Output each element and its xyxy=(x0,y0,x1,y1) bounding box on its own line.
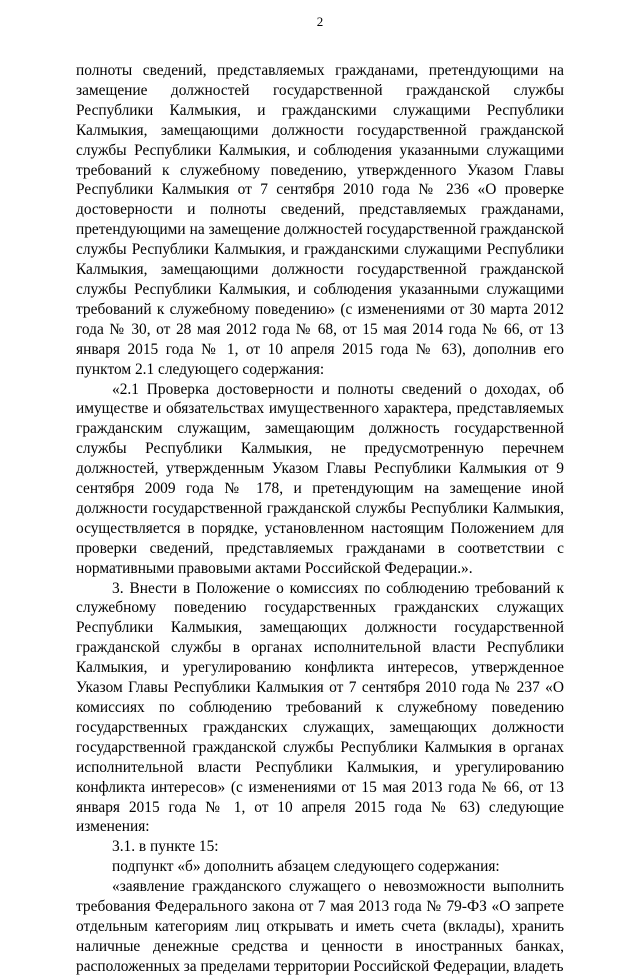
page-number: 2 xyxy=(316,14,324,29)
paragraph-item-3-1: 3.1. в пункте 15: xyxy=(112,838,219,856)
document-body xyxy=(76,61,564,977)
paragraph-item-3: 3. Внести в Положение о комиссиях по соблюдению требований к служебному поведению государственных гражданских служащих Республики Калмыкия, замещающих должности государственной гражданской службы в органах исполнительной власти Республики Калмыкия, и урегулированию конфликта интересов, утвержденное Указом Главы Республики Калмыкия от 7 сентября 2010 года № 237 «О комиссиях по соблюдению требований к служебному поведению государственных гражданских служащих, замещающих должности государственной гражданской службы Республики Калмыкия в органах исполнительной власти Республики Калмыкия, и урегулированию конфликта интересов» (с изменениями от 15 мая 2013 года № 66, от 13 января 2015 года № 1, от 10 апреля 2015 года № 63) следующие изменения: xyxy=(76,579,564,836)
paragraph-statement-quote: «заявление гражданского служащего о невозможности выполнить требования Федерального закона от 7 мая 2013 года № 79-ФЗ «О запрете отдельным категориям лиц открывать и иметь счета (вклады), хранить наличные денежные средства и ценности в иностранных банках, расположенных за пределами территории Российской Федерации, владеть xyxy=(76,878,564,975)
paragraph-continuation-decree-236: полноты сведений, представляемых гражданами, претендующими на замещение должностей государственной гражданской службы Республики Калмыкия, и гражданскими служащими Республики Калмыкия, замещающими должности государственной гражданской службы Республики Калмыкия, и соблюдения указанными служащими требований к служебному поведению, утвержденного Указом Главы Республики Калмыкия от 7 сентября 2010 года № 236 «О проверке достоверности и полноты сведений, представляемых гражданами, претендующими на замещение должностей государственной гражданской службы Республики Калмыкия, и гражданскими служащими Республики Калмыкия, замещающими должности государственной гражданской службы Республики Калмыкия, и соблюдения указанными служащими требований к служебному поведению» (с изменениями от 30 марта 2012 года № 30, от 28 мая 2012 года № 68, от 15 мая 2014 года № 66, от 13 января 2015 года № 1, от 10 апреля 2015 года № 63), дополнив его пунктом 2.1 следующего содержания: xyxy=(76,62,564,378)
paragraph-subitem-b: подпункт «б» дополнить абзацем следующего содержания: xyxy=(112,858,500,876)
paragraph-clause-2-1: «2.1 Проверка достоверности и полноты сведений о доходах, об имуществе и обязательствах имущественного характера, представляемых гражданским служащим, замещающим должность государственной службы Республики Калмыкия, не предусмотренную перечнем должностей, утвержденным Указом Главы Республики Калмыкия от 9 сентября 2009 года № 178, и претендующим на замещение иной должности государственной гражданской службы Республики Калмыкия, осуществляется в порядке, установленном настоящим Положением для проверки сведений, представляемых гражданами в соответствии с нормативными правовыми актами Российской Федерации.». xyxy=(76,380,564,577)
